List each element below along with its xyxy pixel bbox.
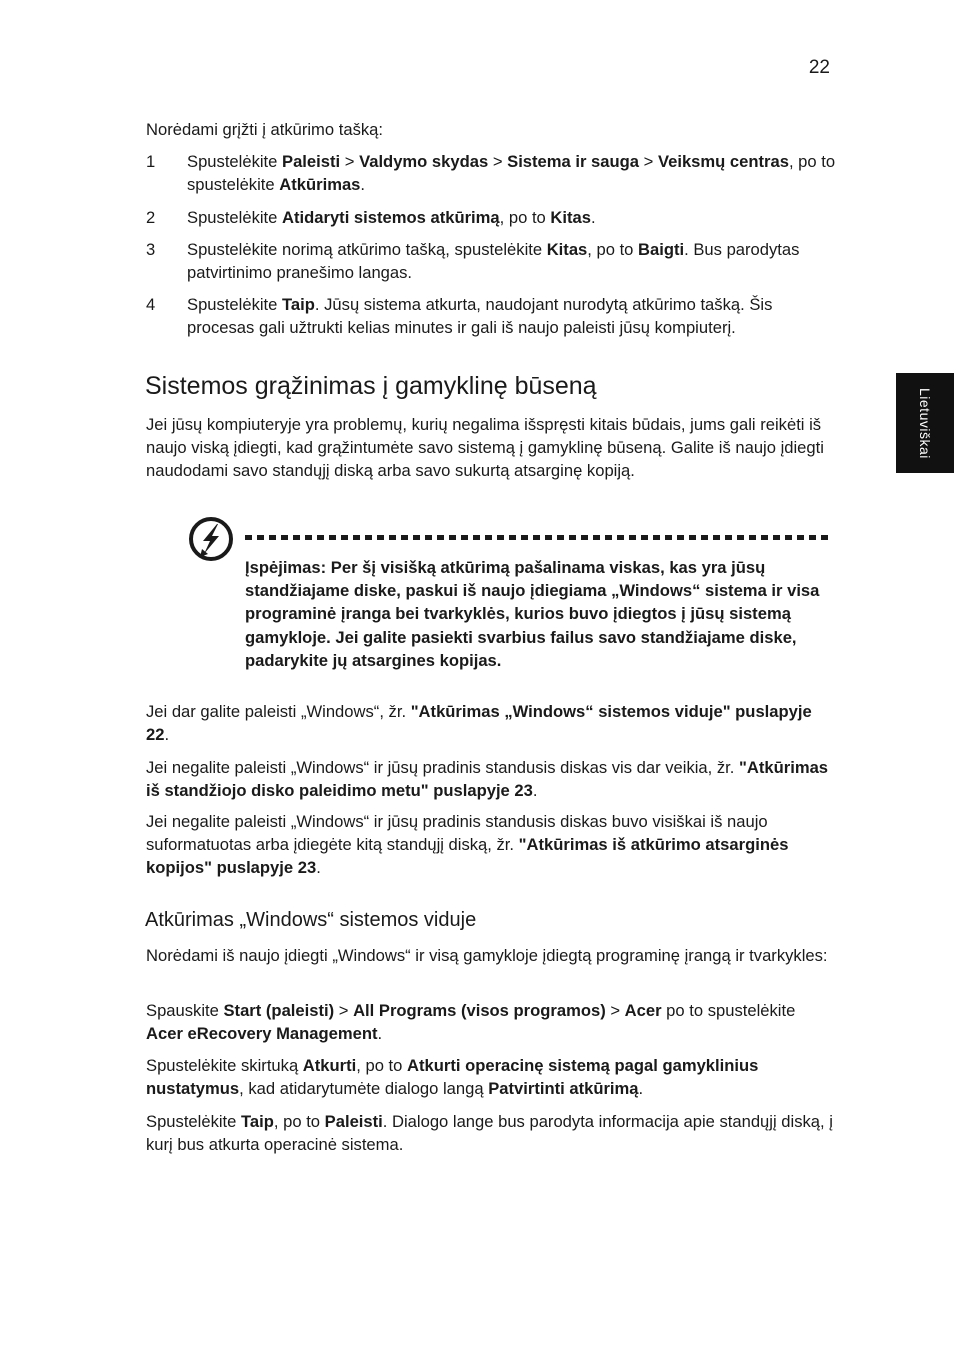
step-number: 4 bbox=[146, 295, 156, 314]
reference-paragraph: Jei negalite paleisti „Windows“ ir jūsų pradinis standusis diskas buvo visiškai iš naujo suformatuotas arba įdiegėte kitą standųjį diską, žr. "Atkūrimas iš atkūrimo atsarginės kopijos" puslapyje 23. bbox=[146, 812, 789, 877]
cross-reference-link[interactable]: "Atkūrimas „Windows“ sistemos viduje" puslapyje 22 bbox=[146, 702, 812, 744]
warning-dotted-rule bbox=[245, 535, 832, 540]
reference-paragraph: Jei dar galite paleisti „Windows“, žr. "Atkūrimas „Windows“ sistemos viduje" puslapyje 22. bbox=[146, 702, 812, 744]
instruction-paragraph: Spustelėkite Taip, po to Paleisti. Dialogo lange bus parodyta informacija apie standųjį diską, į kurį bus atkurta operacinė sistema. bbox=[146, 1112, 833, 1154]
step-number: 2 bbox=[146, 208, 156, 227]
section-paragraph: Jei jūsų kompiuteryje yra problemų, kurių negalima išspręsti kitais būdais, jums gali reikėti iš naujo viską įdiegti, kad grąžintumėte savo sistemą į gamyklinę būseną. Galite iš naujo įdiegti naudodami savo standųjį diską arba savo sukurtą atsarginę kopiją. bbox=[146, 415, 824, 480]
language-side-tab bbox=[896, 373, 954, 473]
step-4-text: Spustelėkite Taip. Jūsų sistema atkurta, naudojant nurodytą atkūrimo tašką. Šis procesas gali užtrukti kelias minutes ir gali iš naujo paleisti jūsų kompiuterį. bbox=[187, 295, 773, 337]
step-2-text: Spustelėkite Atidaryti sistemos atkūrimą, po to Kitas. bbox=[187, 208, 596, 227]
warning-text: Įspėjimas: Per šį visišką atkūrimą pašalinama viskas, kas yra jūsų standžiajame diske, paskui iš naujo įdiegiama „Windows“ sistema ir visa programinė įranga bei tvarkyklės, kurios buvo įdiegtos į jūsų sistemą gamykloje. Jei galite pasiekti svarbius failus savo standžiajame diske, padarykite jų atsargines kopijas. bbox=[245, 558, 820, 670]
language-label: Lietuviškai bbox=[917, 387, 933, 459]
instruction-paragraph: Spustelėkite skirtuką Atkurti, po to Atkurti operacinę sistemą pagal gamyklinius nustatymus, kad atidarytumėte dialogo langą Patvirtinti atkūrimą. bbox=[146, 1056, 759, 1098]
step-number: 3 bbox=[146, 240, 156, 259]
subsection-heading: Atkūrimas „Windows“ sistemos viduje bbox=[145, 909, 477, 931]
step-number: 1 bbox=[146, 152, 156, 171]
page-number: 22 bbox=[808, 57, 830, 78]
subsection-paragraph: Norėdami iš naujo įdiegti „Windows“ ir visą gamykloje įdiegtą programinę įrangą ir tvarkykles: bbox=[146, 946, 828, 965]
cross-reference-link[interactable]: "Atkūrimas iš standžiojo disko paleidimo metu" puslapyje 23 bbox=[146, 758, 829, 800]
instruction-paragraph: Spauskite Start (paleisti) > All Programs (visos programos) > Acer po to spustelėkite Acer eRecovery Management. bbox=[146, 1001, 796, 1043]
warning-lightning-icon bbox=[188, 516, 234, 562]
intro-text: Norėdami grįžti į atkūrimo tašką: bbox=[146, 120, 383, 139]
section-heading: Sistemos grąžinimas į gamyklinę būseną bbox=[145, 372, 597, 400]
reference-paragraph: Jei negalite paleisti „Windows“ ir jūsų pradinis standusis diskas vis dar veikia, žr. "Atkūrimas iš standžiojo disko paleidimo metu" puslapyje 23. bbox=[146, 758, 829, 800]
cross-reference-link[interactable]: "Atkūrimas iš atkūrimo atsarginės kopijos" puslapyje 23 bbox=[146, 835, 789, 877]
step-3-text: Spustelėkite norimą atkūrimo tašką, spustelėkite Kitas, po to Baigti. Bus parodytas patvirtinimo pranešimo langas. bbox=[187, 240, 800, 282]
step-1-text: Spustelėkite Paleisti > Valdymo skydas > Sistema ir sauga > Veiksmų centras, po to spustelėkite Atkūrimas. bbox=[187, 152, 836, 194]
